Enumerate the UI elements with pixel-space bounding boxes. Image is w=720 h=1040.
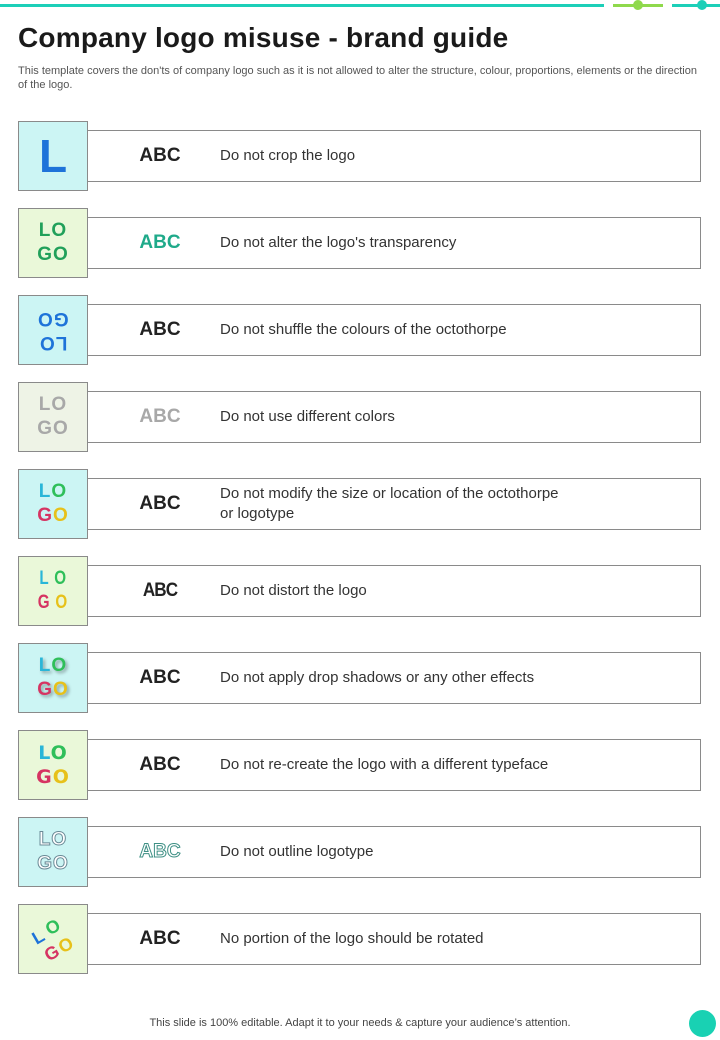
guideline-row: [18, 904, 702, 974]
logo-rotate-example: [18, 904, 88, 974]
guideline-row: [18, 643, 702, 713]
abc-sample: ABC: [142, 580, 178, 601]
guideline-card: [88, 739, 701, 791]
guideline-card: [88, 391, 701, 443]
top-accent-teal-line: [672, 4, 720, 7]
corner-circle-icon: [689, 1010, 716, 1037]
logo-line: GO: [37, 308, 69, 329]
logo-letter: L: [38, 481, 52, 502]
logo-line: [38, 591, 68, 615]
guideline-row: [18, 382, 702, 452]
guideline-text: Do not use different colors: [220, 408, 395, 425]
accent-dot-icon: [633, 0, 643, 10]
footer-note: This slide is 100% editable. Adapt it to your needs & capture your audience’s attention.: [149, 1017, 571, 1029]
accent-dot-icon: [697, 0, 707, 10]
logo-typeface-example: [18, 730, 88, 800]
page-title: Company logo misuse - brand guide: [18, 22, 509, 53]
logo-distort-example: [18, 556, 88, 626]
logo-line: [39, 567, 66, 591]
guideline-card: [88, 826, 701, 878]
guideline-text: No portion of the logo should be rotated: [220, 930, 484, 947]
logo-letter: O: [53, 679, 69, 700]
logo-letter: O: [51, 655, 68, 676]
rotated-logo: [19, 905, 87, 973]
guideline-card: [88, 130, 701, 182]
guideline-text: Do not crop the logo: [220, 147, 356, 164]
logo-letter: O: [54, 568, 67, 589]
logo-line: GO: [37, 244, 69, 265]
logo-line: [38, 741, 68, 765]
logo-size-example: [18, 469, 88, 539]
logo-letter: L: [39, 568, 50, 589]
abc-sample: ABC: [139, 754, 181, 775]
abc-sample: ABC: [139, 145, 181, 166]
logo-letter: G: [37, 592, 51, 613]
guideline-row: [18, 208, 702, 278]
logo-letter: G: [40, 940, 63, 966]
logo-letter: O: [41, 914, 64, 940]
abc-sample: ABC: [139, 928, 181, 949]
guideline-card: [88, 217, 701, 269]
logo-line: LO: [38, 829, 68, 850]
logo-letter: L: [38, 742, 51, 764]
logo-outline-example: [18, 817, 88, 887]
logo-letter: O: [50, 742, 68, 764]
abc-sample: ABC: [139, 232, 181, 253]
logo-letter: G: [37, 505, 53, 526]
logo-line: LO: [38, 332, 68, 353]
abc-sample: ABC: [139, 319, 181, 340]
guideline-text: Do not alter the logo's transparency: [220, 234, 457, 251]
guideline-card: [88, 478, 701, 530]
logo-line: [36, 765, 70, 789]
logo-line: [39, 480, 67, 504]
guideline-row: [18, 730, 702, 800]
logo-line: LO: [38, 394, 68, 415]
logo-line: GO: [37, 853, 69, 874]
logo-letter: L: [38, 130, 68, 182]
guideline-card: [88, 565, 701, 617]
logo-line: LO: [38, 220, 68, 241]
logo-line: [37, 504, 69, 528]
guideline-card: [88, 652, 701, 704]
guideline-row: [18, 817, 702, 887]
logo-letter: G: [36, 766, 53, 788]
page-subtitle: This template covers the don'ts of company logo such as it is not allowed to alter the structure, colour, proportions, elements or the direction of the logo.: [18, 65, 697, 91]
logo-crop-example: [18, 121, 88, 191]
guideline-text: Do not modify the size or location of the octothorpe or logotype: [220, 485, 559, 522]
abc-sample: ABC: [139, 406, 181, 427]
logo-letter: G: [37, 679, 53, 700]
logo-letter: O: [51, 481, 68, 502]
logo-colors-example: [18, 382, 88, 452]
guideline-text: Do not apply drop shadows or any other effects: [220, 669, 535, 686]
logo-letter: L: [38, 655, 52, 676]
guideline-row: [18, 121, 702, 191]
guideline-text: Do not outline logotype: [220, 843, 374, 860]
logo-letter: O: [54, 932, 77, 958]
logo-letter: O: [53, 505, 69, 526]
guideline-card: [88, 304, 701, 356]
logo-shuffle-example: [18, 295, 88, 365]
guideline-text: Do not shuffle the colours of the octothorpe: [220, 321, 507, 338]
top-accent-line: [0, 4, 604, 7]
guideline-row: [18, 556, 702, 626]
abc-sample: ABC: [139, 493, 181, 514]
logo-line: [37, 678, 69, 702]
logo-letter: O: [55, 592, 69, 613]
logo-letter: O: [52, 766, 70, 788]
logo-line: GO: [37, 418, 69, 439]
guideline-text: Do not re-create the logo with a different typeface: [220, 756, 549, 773]
logo-letter: L: [28, 925, 49, 949]
guideline-text: Do not distort the logo: [220, 582, 367, 599]
top-accent-bar: [0, 4, 720, 8]
logo-shadow-example: [18, 643, 88, 713]
guideline-row: [18, 295, 702, 365]
logo-transparency-example: [18, 208, 88, 278]
guideline-row: [18, 469, 702, 539]
guideline-card: [88, 913, 701, 965]
logo-line: [39, 654, 67, 678]
abc-sample: ABC: [139, 841, 181, 862]
abc-sample: ABC: [139, 667, 181, 688]
